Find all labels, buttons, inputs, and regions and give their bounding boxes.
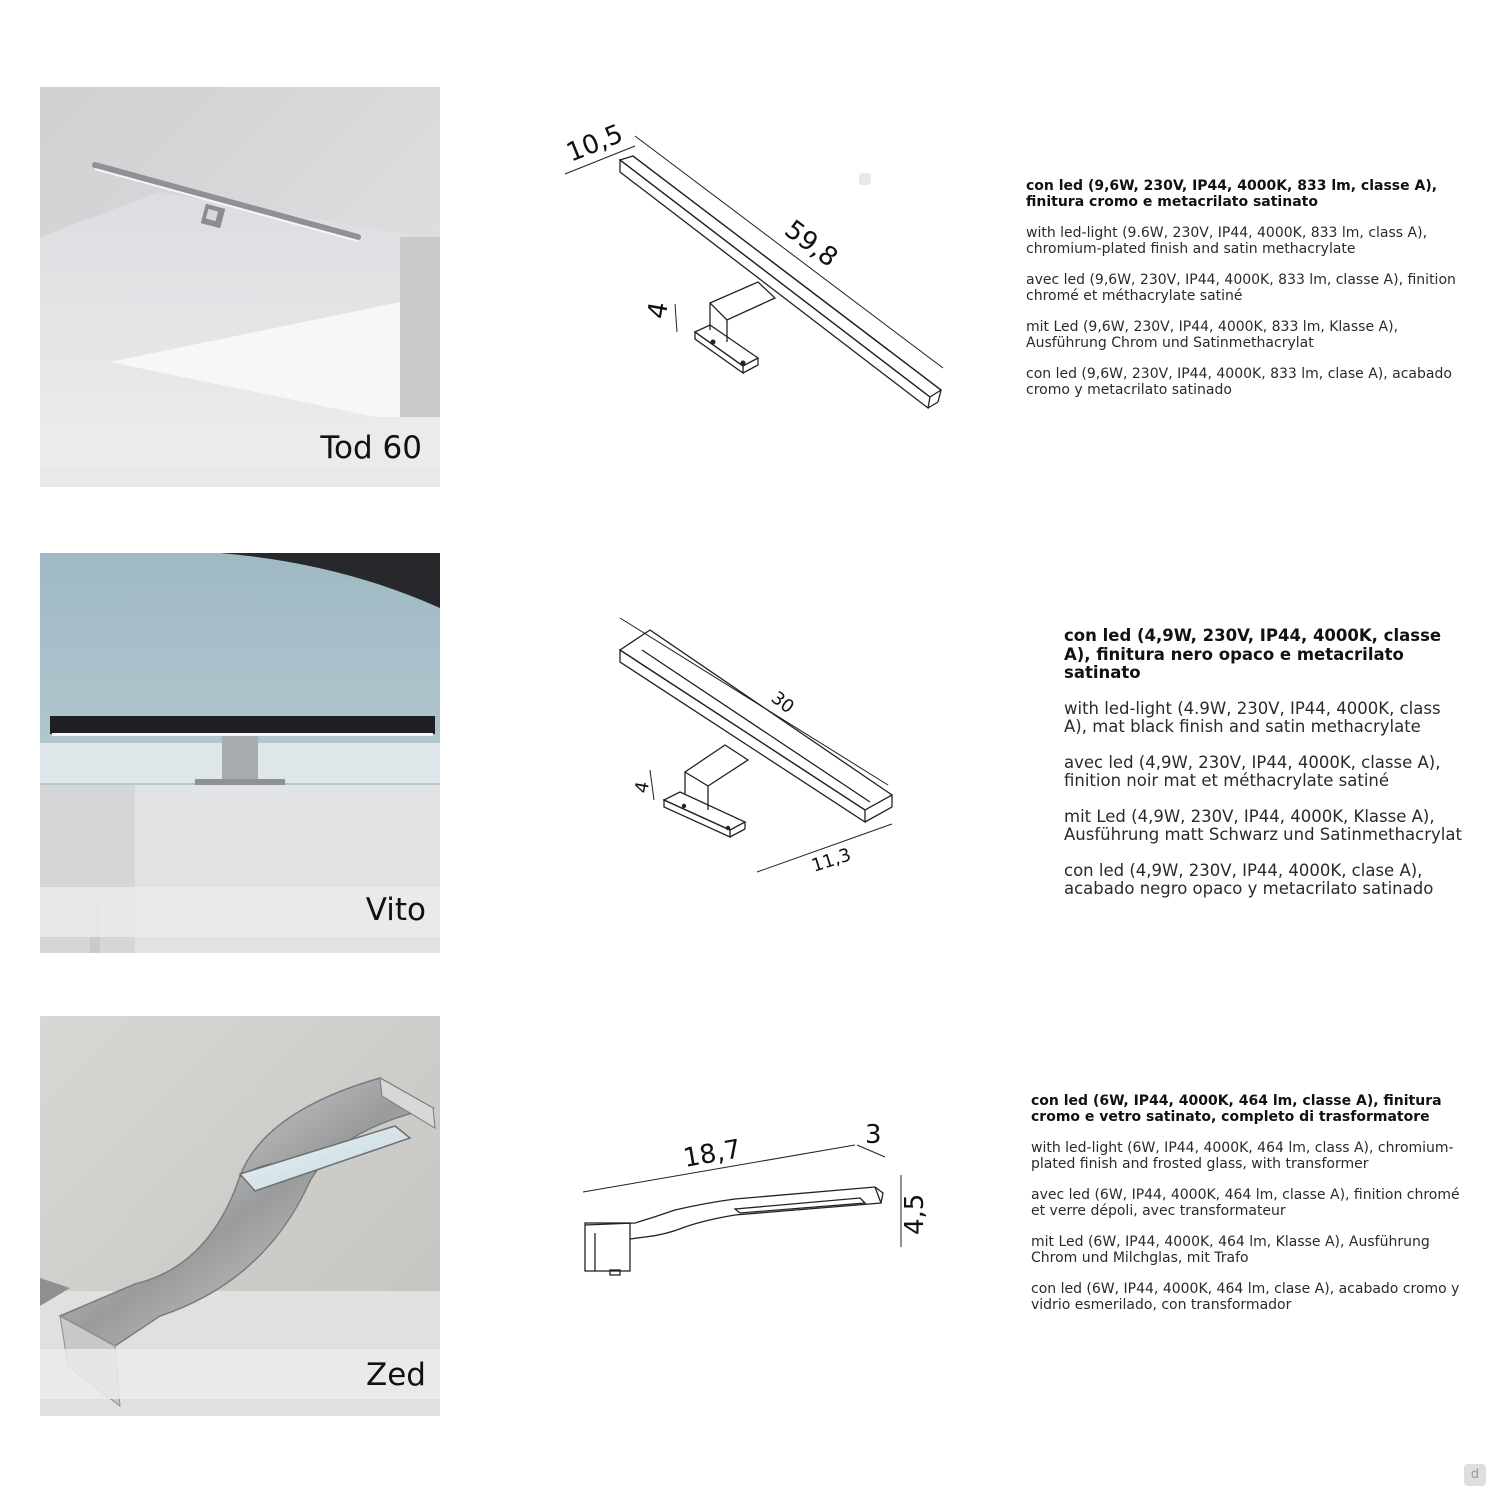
dimension-height: 4 [631,779,654,795]
dimension-depth: 11,3 [809,844,854,877]
tod-60-spec-block [1026,178,1476,413]
tod-60-technical-drawing [545,110,965,410]
spec-spanish: con led (6W, IP44, 4000K, 464 lm, clase A), acabado cromo y vidrio esmerilado, con transformador [1031,1281,1460,1313]
dimension-height: 4 [642,299,675,322]
spec-french: avec led (9,6W, 230V, IP44, 4000K, 833 lm, classe A), finition chromé et méthacrylate satiné [1026,272,1456,304]
spec-english: with led-light (9.6W, 230V, IP44, 4000K, 833 lm, class A), chromium-plated finish and satin methacrylate [1026,225,1428,257]
product-photo-zed [40,1016,440,1416]
spec-german: mit Led (4,9W, 230V, IP44, 4000K, Klasse A), Ausführung matt Schwarz und Satinmethacrylat [1064,806,1462,844]
product-photo-tod-60 [40,87,440,487]
spec-german: mit Led (9,6W, 230V, IP44, 4000K, 833 lm, Klasse A), Ausführung Chrom und Satinmethacrylat [1026,319,1399,351]
corner-badge-icon[interactable]: d [1464,1464,1486,1486]
product-name: Tod 60 [320,430,422,466]
spec-spanish: con led (9,6W, 230V, IP44, 4000K, 833 lm, clase A), acabado cromo y metacrilato satinado [1026,366,1452,398]
spec-german: mit Led (6W, IP44, 4000K, 464 lm, Klasse A), Ausführung Chrom und Milchglas, mit Trafo [1031,1234,1430,1266]
product-photo-vito [40,553,440,953]
dimension-length: 59,8 [778,214,844,274]
product-name: Vito [365,892,426,928]
vito-spec-block [1064,627,1464,916]
dimension-length: 30 [766,687,798,719]
spec-french: avec led (4,9W, 230V, IP44, 4000K, classe A), finition noir mat et méthacrylate satiné [1064,752,1441,790]
spec-italian: con led (6W, IP44, 4000K, 464 lm, classe A), finitura cromo e vetro satinato, completo di trasformatore [1031,1093,1442,1125]
zed-technical-drawing [575,1115,935,1290]
decorative-dot [859,173,871,185]
spec-spanish: con led (4,9W, 230V, IP44, 4000K, clase A), acabado negro opaco y metacrilato satinado [1064,860,1434,898]
product-name: Zed [366,1357,426,1393]
spec-english: with led-light (6W, IP44, 4000K, 464 lm, class A), chromium-plated finish and frosted glass, with transformer [1031,1140,1454,1172]
spec-english: with led-light (4.9W, 230V, IP44, 4000K, class A), mat black finish and satin methacrylate [1064,698,1441,736]
spec-french: avec led (6W, IP44, 4000K, 464 lm, classe A), finition chromé et verre dépoli, avec transformateur [1031,1187,1460,1219]
dimension-length: 18,7 [681,1134,744,1174]
vito-technical-drawing [600,610,910,890]
dimension-depth: 10,5 [562,118,628,169]
dimension-height: 4,5 [900,1193,930,1235]
spec-italian: con led (4,9W, 230V, IP44, 4000K, classe A), finitura nero opaco e metacrilato satinato [1064,626,1442,682]
zed-spec-block [1031,1093,1476,1328]
dimension-width: 3 [865,1120,882,1150]
spec-italian: con led (9,6W, 230V, IP44, 4000K, 833 lm, classe A), finitura cromo e metacrilato satinato [1026,178,1438,210]
